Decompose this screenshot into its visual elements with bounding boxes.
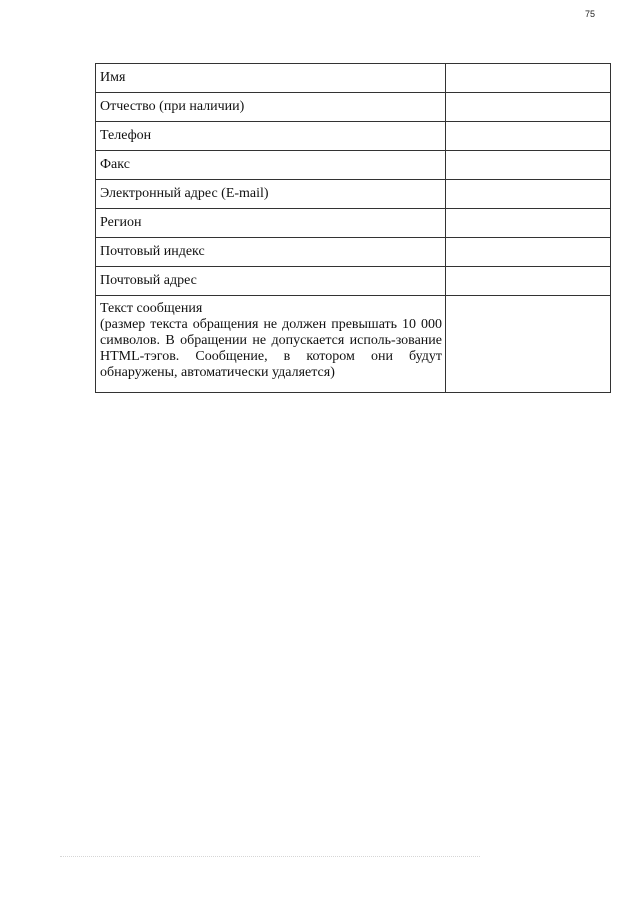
field-label-cell xyxy=(96,64,446,93)
field-value-region xyxy=(446,209,611,238)
field-label-cell xyxy=(96,93,446,122)
field-label-cell xyxy=(96,151,446,180)
scan-artifact-line xyxy=(60,856,480,859)
field-label-cell xyxy=(96,296,446,393)
field-label-postal-code: Почтовый индекс xyxy=(100,244,205,259)
field-label-region: Регион xyxy=(100,215,142,230)
form-row-message xyxy=(96,296,611,393)
page-number: 75 xyxy=(584,9,595,19)
field-note-message: (размер текста обращения не должен превышать 10 000 символов. В обращении не допускается исполь-зование HTML-тэгов. Сообщение, в котором они будут обнаружены, автоматически удаляется) xyxy=(100,317,442,380)
field-label-phone: Телефон xyxy=(100,128,152,143)
form-row-postal-address xyxy=(96,267,611,296)
field-label-postal-address: Почтовый адрес xyxy=(100,273,197,288)
form-row-postal-code xyxy=(96,238,611,267)
field-value-first-name xyxy=(446,64,611,93)
field-value-patronymic xyxy=(446,93,611,122)
form-row-phone xyxy=(96,122,611,151)
field-label-cell xyxy=(96,209,446,238)
field-label-patronymic: Отчество (при наличии) xyxy=(100,99,245,114)
field-label-cell xyxy=(96,267,446,296)
field-value-postal-code xyxy=(446,238,611,267)
form-row-region xyxy=(96,209,611,238)
field-value-email xyxy=(446,180,611,209)
field-label-email: Электронный адрес (E-mail) xyxy=(100,186,269,201)
field-label-message: Текст сообщения xyxy=(100,301,203,316)
field-value-message xyxy=(446,296,611,393)
field-label-cell xyxy=(96,180,446,209)
appeal-form-table xyxy=(95,63,611,393)
form-row-email xyxy=(96,180,611,209)
field-value-phone xyxy=(446,122,611,151)
field-label-cell xyxy=(96,122,446,151)
form-row-patronymic xyxy=(96,93,611,122)
field-value-postal-address xyxy=(446,267,611,296)
form-row-first-name xyxy=(96,64,611,93)
field-value-fax xyxy=(446,151,611,180)
field-label-fax: Факс xyxy=(100,157,130,172)
form-row-fax xyxy=(96,151,611,180)
field-label-cell xyxy=(96,238,446,267)
field-label-first-name: Имя xyxy=(100,70,126,85)
